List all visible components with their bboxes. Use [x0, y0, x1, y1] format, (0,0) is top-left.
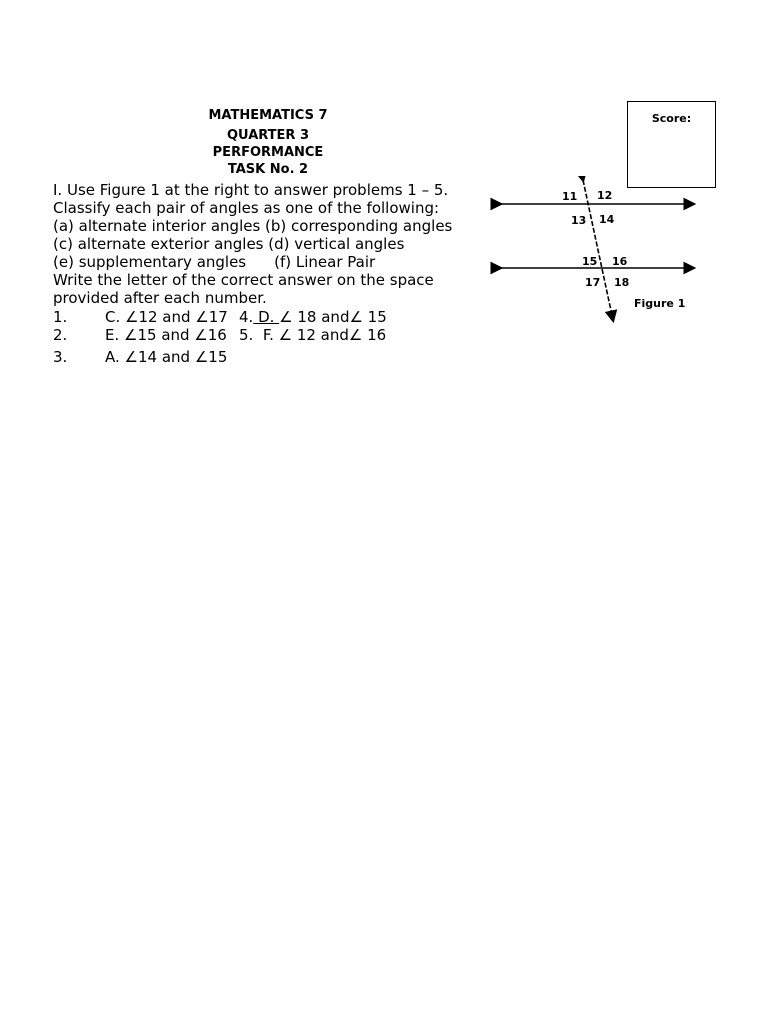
item-number: 5. [239, 326, 254, 344]
option-e: (e) supplementary angles [53, 253, 247, 271]
item-answer: F. ∠ 12 and∠ 16 [262, 326, 387, 344]
answer-blank: D. [253, 308, 280, 326]
quarter-label: QUARTER 3 [226, 128, 310, 143]
title-block [168, 107, 368, 178]
performance-label: PERFORMANCE [212, 145, 324, 160]
item-4 [239, 308, 387, 326]
angle-label-18: 18 [614, 276, 630, 289]
item-answer: A. ∠14 and ∠15 [105, 348, 228, 366]
item-answer: ∠ 18 and∠ 15 [279, 308, 387, 326]
instruction-line: (c) alternate exterior angles (d) vertical angles [53, 235, 405, 253]
angle-label-17: 17 [585, 276, 601, 289]
parallel-lines-diagram [488, 176, 703, 326]
instruction-line [53, 253, 483, 271]
item-number: 1. [53, 308, 68, 326]
item-5 [239, 326, 386, 344]
instruction-line: Classify each pair of angles as one of the following: [53, 199, 440, 217]
item-number: 4. [239, 308, 254, 326]
angle-label-15: 15 [582, 255, 598, 268]
instruction-line: Write the letter of the correct answer on the space [53, 271, 434, 289]
page-title: MATHEMATICS 7 [208, 108, 328, 123]
item-number: 2. [53, 326, 68, 344]
score-label: Score: [651, 112, 692, 125]
angle-label-14: 14 [599, 213, 615, 226]
task-label: TASK No. 2 [227, 162, 309, 177]
item-answer: E. ∠15 and ∠16 [105, 326, 227, 344]
angle-label-11: 11 [562, 190, 578, 203]
instruction-line: provided after each number. [53, 289, 267, 307]
angle-label-16: 16 [612, 255, 628, 268]
angle-label-13: 13 [571, 214, 587, 227]
angle-label-12: 12 [597, 189, 613, 202]
figure-1 [488, 176, 703, 330]
instruction-line: (a) alternate interior angles (b) corresponding angles [53, 217, 453, 235]
instructions [53, 181, 483, 307]
option-f: (f) Linear Pair [274, 253, 376, 271]
score-box [627, 101, 716, 188]
item-number: 3. [53, 348, 68, 366]
figure-caption: Figure 1 [634, 297, 686, 310]
item-answer: C. ∠12 and ∠17 [105, 308, 228, 326]
instruction-line: I. Use Figure 1 at the right to answer problems 1 – 5. [53, 181, 449, 199]
